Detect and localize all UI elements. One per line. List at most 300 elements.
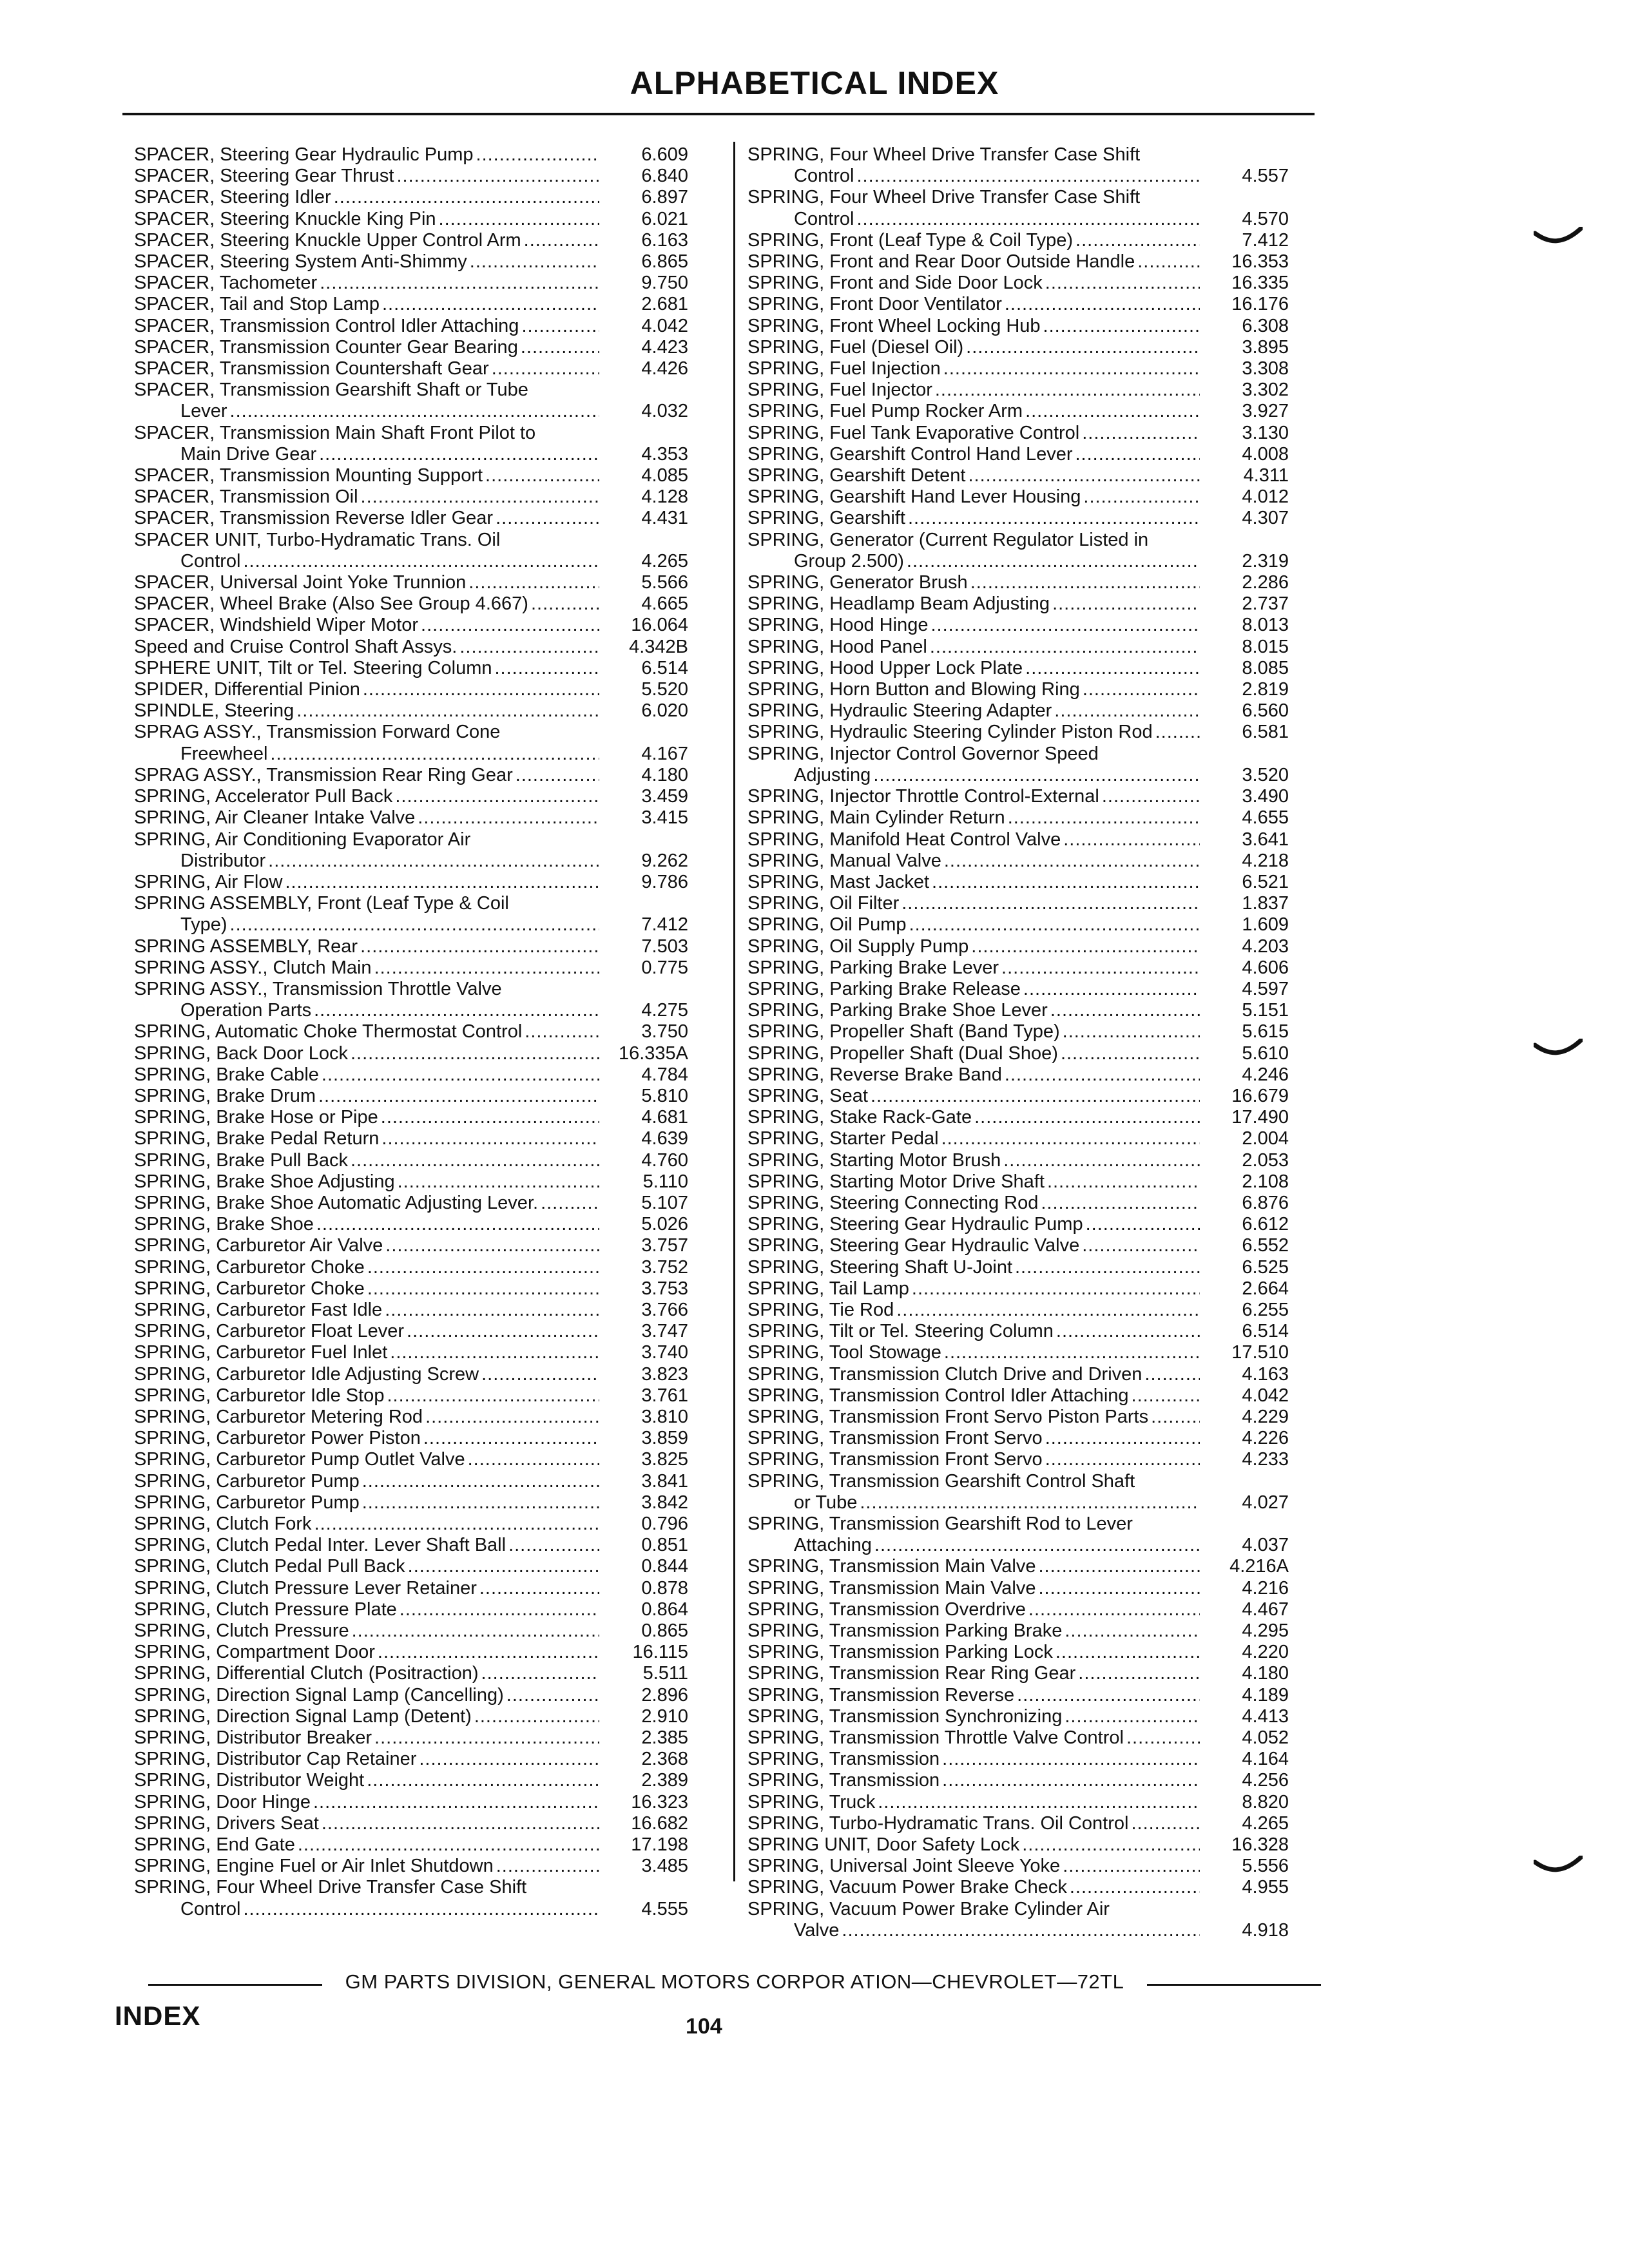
entry-description	[134, 316, 599, 337]
index-entry	[747, 914, 1289, 936]
page-number: 104	[686, 2014, 722, 2039]
entry-page-ref: 0.844	[641, 1556, 688, 1577]
entry-description	[747, 380, 1200, 401]
leader-dots	[873, 765, 1200, 786]
index-entry	[134, 380, 688, 422]
entry-description	[747, 572, 1200, 593]
leader-dots	[367, 1257, 599, 1278]
index-entry	[747, 850, 1289, 872]
entry-description-line: SPRING, Transmission Main Valve	[747, 1556, 1036, 1577]
index-entry	[134, 807, 688, 829]
entry-description-line: SPRING, Clutch Pressure Plate	[134, 1599, 397, 1620]
entry-description	[134, 209, 599, 230]
entry-description	[134, 1428, 599, 1449]
entry-description	[747, 700, 1200, 722]
leader-dots	[244, 551, 600, 572]
index-entry	[747, 807, 1289, 829]
entry-description-line: SPACER, Transmission Gearshift Shaft or Tube	[134, 380, 528, 401]
leader-dots	[495, 658, 600, 679]
entry-page-ref: 2.385	[641, 1727, 688, 1749]
index-entry	[747, 1792, 1289, 1813]
entry-description	[747, 1342, 1200, 1363]
leader-dots	[439, 209, 599, 230]
index-entry	[134, 530, 688, 572]
entry-page-ref: 6.865	[641, 251, 688, 273]
leader-dots	[1144, 1364, 1200, 1385]
leader-dots	[521, 316, 599, 337]
entry-description	[134, 423, 599, 465]
index-entry	[747, 1856, 1289, 1877]
leader-dots	[944, 1342, 1200, 1363]
leader-dots	[374, 1727, 599, 1749]
entry-description	[134, 1407, 599, 1428]
entry-description	[134, 1043, 599, 1064]
entry-description	[134, 1834, 599, 1856]
entry-description	[747, 1620, 1200, 1642]
leader-dots	[385, 1300, 599, 1321]
entry-description-line: SPRING, Fuel Injector	[747, 380, 932, 401]
entry-description-line: SPRING, Carburetor Choke	[134, 1256, 365, 1278]
index-entry	[747, 1235, 1289, 1256]
entry-description	[134, 722, 599, 764]
entry-page-ref: 6.514	[641, 657, 688, 678]
entry-page-ref: 3.308	[1242, 358, 1289, 380]
entry-page-ref: 4.426	[641, 358, 688, 380]
entry-description	[747, 1642, 1200, 1663]
entry-page-ref: 5.566	[641, 572, 688, 593]
entry-description-line: SPRING, Fuel Injection	[747, 358, 941, 380]
entry-description	[134, 1471, 599, 1492]
index-entry	[747, 1770, 1289, 1791]
leader-dots	[1078, 1663, 1200, 1684]
index-entry	[747, 1128, 1289, 1149]
entry-page-ref: 3.130	[1242, 422, 1289, 443]
leader-dots	[296, 700, 599, 722]
entry-description-continuation: Freewheel	[180, 743, 268, 764]
entry-description	[747, 936, 1200, 957]
index-entry	[747, 786, 1289, 807]
entry-description	[747, 807, 1200, 829]
entry-page-ref: 3.766	[641, 1299, 688, 1320]
entry-page-ref: 6.021	[641, 208, 688, 229]
index-entry	[747, 979, 1289, 1000]
entry-description-line: SPRING, Tail Lamp	[747, 1278, 909, 1299]
entry-description-line: SPRING, Hydraulic Steering Adapter	[747, 700, 1052, 722]
entry-page-ref: 4.431	[641, 508, 688, 529]
entry-description	[134, 658, 599, 679]
entry-description-line: SPRING, Tool Stowage	[747, 1342, 941, 1363]
entry-description-line: SPRING, Transmission	[747, 1770, 940, 1791]
entry-page-ref: 5.107	[641, 1192, 688, 1213]
leader-dots	[908, 508, 1200, 529]
entry-page-ref: 0.878	[641, 1577, 688, 1599]
leader-dots	[1005, 1064, 1200, 1086]
entry-page-ref: 3.761	[641, 1385, 688, 1406]
entry-description	[747, 444, 1200, 465]
index-entry	[747, 572, 1289, 593]
entry-description-line: SPINDLE, Steering	[134, 700, 294, 722]
entry-description-line: SPRING, Transmission Control Idler Attaching	[747, 1385, 1129, 1406]
index-column-right	[747, 144, 1289, 1941]
entry-description	[747, 530, 1200, 572]
entry-description	[134, 358, 599, 380]
entry-description-line: SPRING, Four Wheel Drive Transfer Case Shift	[747, 144, 1141, 165]
entry-page-ref: 4.246	[1242, 1064, 1289, 1085]
entry-page-ref: 3.810	[641, 1406, 688, 1427]
entry-description	[747, 1685, 1200, 1706]
index-entry	[747, 380, 1289, 401]
entry-page-ref: 4.256	[1242, 1770, 1289, 1791]
entry-description-line: SPRING, Differential Clutch (Positraction)	[134, 1663, 479, 1684]
entry-description	[134, 872, 599, 893]
entry-description	[134, 187, 599, 208]
entry-description-line: SPRING, Brake Shoe Adjusting	[134, 1171, 395, 1192]
entry-description	[134, 1578, 599, 1599]
entry-description-line: SPRING, Accelerator Pull Back	[134, 786, 393, 807]
index-entry	[134, 144, 688, 166]
entry-page-ref: 4.008	[1242, 443, 1289, 465]
entry-page-ref: 3.520	[1242, 764, 1289, 785]
entry-page-ref: 4.042	[641, 315, 688, 336]
entry-description	[747, 1021, 1200, 1043]
entry-page-ref: 4.265	[1242, 1812, 1289, 1834]
entry-description-line: SPRING, Horn Button and Blowing Ring	[747, 679, 1080, 700]
entry-description-continuation: Lever	[180, 401, 227, 422]
leader-dots	[944, 850, 1200, 872]
entry-description-line: SPRING, Starter Pedal	[747, 1128, 939, 1149]
entry-description-line: SPRING, Hood Panel	[747, 636, 927, 657]
entry-page-ref: 16.176	[1231, 294, 1289, 315]
entry-page-ref: 6.514	[1242, 1321, 1289, 1342]
entry-description-line: SPRING, Transmission	[747, 1749, 940, 1770]
leader-dots	[270, 744, 599, 765]
entry-description	[747, 1449, 1200, 1470]
entry-description	[747, 1899, 1200, 1941]
entry-page-ref: 4.606	[1242, 957, 1289, 978]
entry-page-ref: 3.823	[641, 1363, 688, 1385]
entry-description	[747, 423, 1200, 444]
entry-description-line: SPRING, Front Wheel Locking Hub	[747, 315, 1041, 336]
entry-description	[747, 337, 1200, 358]
index-entry	[134, 979, 688, 1021]
entry-page-ref: 4.307	[1242, 508, 1289, 529]
entry-page-ref: 1.609	[1242, 914, 1289, 936]
leader-dots	[1045, 1449, 1200, 1470]
entry-description-line: SPACER, Tail and Stop Lamp	[134, 294, 380, 315]
leader-dots	[425, 1407, 599, 1428]
entry-description-line: SPRING, Vacuum Power Brake Cylinder Air	[747, 1898, 1110, 1919]
entry-description	[747, 358, 1200, 380]
entry-description	[747, 1128, 1200, 1149]
index-entry	[747, 593, 1289, 615]
entry-description-line: SPACER, Steering System Anti-Shimmy	[134, 251, 467, 273]
entry-description-line: SPRING UNIT, Door Safety Lock	[747, 1834, 1020, 1856]
entry-description	[134, 486, 599, 508]
index-entry	[134, 337, 688, 358]
entry-description-line: SPRING, Transmission Reverse	[747, 1684, 1015, 1706]
entry-description-line: SPRING, Carburetor Idle Adjusting Screw	[134, 1363, 479, 1385]
index-entry	[134, 1428, 688, 1449]
leader-dots	[966, 337, 1200, 358]
entry-description-line: SPRING, Steering Gear Hydraulic Valve	[747, 1235, 1080, 1256]
entry-page-ref: 4.216A	[1229, 1556, 1289, 1577]
leader-dots	[319, 444, 599, 465]
entry-page-ref: 2.108	[1242, 1171, 1289, 1192]
entry-description-line: SPACER UNIT, Turbo-Hydramatic Trans. Oil	[134, 529, 501, 550]
entry-description	[134, 1364, 599, 1385]
entry-description	[747, 1193, 1200, 1214]
entry-description-line: SPRING, Parking Brake Shoe Lever	[747, 1000, 1048, 1021]
index-entry	[747, 722, 1289, 743]
entry-page-ref: 0.865	[641, 1620, 688, 1642]
entry-description-line: SPRING, Carburetor Choke	[134, 1278, 365, 1299]
leader-dots	[878, 1792, 1200, 1813]
index-entry	[134, 1770, 688, 1791]
entry-page-ref: 5.026	[641, 1214, 688, 1235]
entry-page-ref: 2.681	[641, 294, 688, 315]
leader-dots	[378, 1642, 599, 1663]
entry-page-ref: 6.020	[641, 700, 688, 722]
leader-dots	[1137, 251, 1200, 273]
leader-dots	[1082, 1235, 1200, 1256]
entry-description-line: SPRING, Steering Shaft U-Joint	[747, 1256, 1012, 1278]
entry-description-line: SPRING, Generator Brush	[747, 572, 968, 593]
index-entry	[134, 1021, 688, 1043]
leader-dots	[268, 850, 599, 872]
entry-description	[747, 401, 1200, 422]
index-column-left	[134, 144, 688, 1920]
entry-description	[134, 1877, 599, 1919]
entry-description	[747, 957, 1200, 979]
index-entry	[747, 1471, 1289, 1514]
leader-dots	[943, 358, 1200, 380]
entry-description-line: SPRING, Truck	[747, 1791, 876, 1812]
entry-page-ref: 4.052	[1242, 1727, 1289, 1749]
entry-page-ref: 16.335	[1231, 273, 1289, 294]
entry-description	[134, 1128, 599, 1149]
entry-description	[747, 1107, 1200, 1128]
leader-dots	[421, 615, 599, 636]
entry-page-ref: 2.819	[1242, 679, 1289, 700]
index-entry	[747, 1620, 1289, 1642]
index-entry	[134, 1064, 688, 1086]
entry-page-ref: 4.639	[641, 1128, 688, 1149]
index-entry	[747, 1257, 1289, 1278]
index-entry	[134, 1578, 688, 1599]
entry-description-line: SPRING, Transmission Synchronizing	[747, 1706, 1063, 1727]
entry-page-ref: 4.955	[1242, 1877, 1289, 1898]
index-entry	[747, 1877, 1289, 1898]
index-entry	[747, 1107, 1289, 1128]
leader-dots	[468, 572, 599, 593]
footer-rule-right	[1147, 1984, 1321, 1986]
entry-description-line: SPRING, Universal Joint Sleeve Yoke	[747, 1856, 1061, 1877]
entry-page-ref: 16.335A	[618, 1043, 688, 1064]
entry-description	[747, 1706, 1200, 1727]
entry-page-ref: 0.775	[641, 957, 688, 978]
entry-description-line: SPRING, Transmission Gearshift Control Shaft	[747, 1470, 1135, 1492]
entry-description-line: SPRING, Transmission Main Valve	[747, 1577, 1036, 1599]
index-entry	[134, 1150, 688, 1171]
leader-dots	[468, 1449, 599, 1470]
leader-dots	[506, 1685, 599, 1706]
leader-dots	[525, 1021, 599, 1043]
index-entry	[134, 1834, 688, 1856]
leader-dots	[1054, 700, 1200, 722]
entry-description-line: SPACER, Wheel Brake (Also See Group 4.667)	[134, 593, 528, 615]
entry-description	[747, 1171, 1200, 1193]
index-entry	[747, 1642, 1289, 1663]
entry-page-ref: 2.004	[1242, 1128, 1289, 1149]
entry-page-ref: 17.490	[1231, 1107, 1289, 1128]
entry-page-ref: 7.412	[641, 914, 688, 936]
entry-page-ref: 9.786	[641, 871, 688, 892]
index-entry	[134, 637, 688, 658]
leader-dots	[1082, 423, 1200, 444]
entry-description-line: SPACER, Tachometer	[134, 273, 318, 294]
entry-description-line: SPRING, Manifold Heat Control Valve	[747, 829, 1061, 850]
leader-dots	[230, 401, 599, 422]
index-entry	[134, 1535, 688, 1556]
entry-description	[134, 1385, 599, 1407]
leader-dots	[842, 1920, 1200, 1941]
index-entry	[134, 572, 688, 593]
leader-dots	[367, 1278, 599, 1300]
leader-dots	[352, 1620, 599, 1642]
entry-description-line: SPRING, Carburetor Air Valve	[134, 1235, 383, 1256]
index-entry	[747, 1407, 1289, 1428]
entry-description	[747, 829, 1200, 850]
entry-description	[134, 1171, 599, 1193]
entry-description-line: SPRING, Carburetor Power Piston	[134, 1428, 421, 1449]
entry-description	[134, 1770, 599, 1791]
entry-description-line: SPRING, Carburetor Pump Outlet Valve	[134, 1449, 465, 1470]
leader-dots	[860, 1492, 1200, 1514]
entry-description-line: SPRING, Brake Pull Back	[134, 1149, 348, 1171]
index-entry	[747, 679, 1289, 700]
index-entry	[134, 1449, 688, 1470]
entry-description-line: SPRING, Clutch Fork	[134, 1514, 312, 1534]
index-entry	[747, 1321, 1289, 1342]
leader-dots	[1155, 722, 1200, 743]
entry-description-line: SPACER, Steering Idler	[134, 187, 331, 208]
leader-dots	[874, 1535, 1200, 1556]
index-entry	[134, 1278, 688, 1300]
entry-description-continuation: Valve	[794, 1919, 840, 1941]
entry-description-line: SPRING, Distributor Weight	[134, 1770, 365, 1791]
leader-dots	[1063, 1856, 1200, 1877]
index-entry	[134, 1685, 688, 1706]
margin-check-mark	[1534, 227, 1583, 250]
index-entry	[134, 658, 688, 679]
title-rule	[122, 113, 1315, 115]
entry-description-line: SPRING, Starting Motor Brush	[747, 1149, 1001, 1171]
entry-description	[134, 1193, 599, 1214]
leader-dots	[485, 465, 599, 486]
entry-description	[747, 1385, 1200, 1407]
index-entry	[747, 1150, 1289, 1171]
entry-description-continuation: Operation Parts	[180, 1000, 312, 1021]
entry-description-line: SPRING, Tie Rod	[747, 1299, 894, 1320]
entry-page-ref: 4.311	[1243, 465, 1289, 486]
index-entry	[134, 486, 688, 508]
index-entry	[134, 1300, 688, 1321]
index-entry	[134, 1107, 688, 1128]
entry-description-line: SPACER, Steering Knuckle Upper Control Arm	[134, 229, 521, 251]
leader-dots	[1086, 1214, 1200, 1235]
leader-dots	[385, 1235, 599, 1256]
index-entry	[134, 1556, 688, 1577]
entry-description-line: SPRING, Brake Hose or Pipe	[134, 1107, 378, 1128]
leader-dots	[318, 1086, 599, 1107]
entry-page-ref: 5.615	[1242, 1021, 1289, 1043]
leader-dots	[230, 914, 599, 936]
entry-page-ref: 2.368	[641, 1749, 688, 1770]
index-entry	[134, 786, 688, 807]
entry-description-continuation: Adjusting	[794, 764, 871, 785]
leader-dots	[244, 1899, 600, 1920]
entry-description-line: SPRING, Injector Control Governor Speed	[747, 743, 1099, 764]
index-entry	[747, 1000, 1289, 1021]
entry-description-line: SPACER, Transmission Main Shaft Front Pilot to	[134, 422, 536, 443]
entry-page-ref: 4.167	[641, 743, 688, 764]
entry-page-ref: 3.740	[641, 1342, 688, 1363]
entry-page-ref: 3.752	[641, 1256, 688, 1278]
entry-page-ref: 16.682	[631, 1812, 688, 1834]
entry-description	[747, 1407, 1200, 1428]
index-entry	[747, 444, 1289, 465]
entry-description-line: SPRING, Turbo-Hydramatic Trans. Oil Control	[747, 1812, 1129, 1834]
entry-description	[747, 1043, 1200, 1064]
entry-description-line: SPRING ASSY., Clutch Main	[134, 957, 372, 978]
index-entry	[134, 1792, 688, 1813]
entry-page-ref: 4.570	[1242, 208, 1289, 229]
entry-description-line: SPRING, Transmission Front Servo	[747, 1428, 1043, 1449]
entry-page-ref: 4.216	[1242, 1577, 1289, 1599]
leader-dots	[942, 1749, 1200, 1770]
entry-description-line: SPRING, Hydraulic Steering Cylinder Piston Rod	[747, 722, 1153, 743]
leader-dots	[1151, 1407, 1200, 1428]
entry-description	[134, 1813, 599, 1834]
entry-description	[747, 1214, 1200, 1235]
leader-dots	[1039, 1556, 1200, 1577]
leader-dots	[1052, 593, 1200, 615]
entry-page-ref: 16.679	[1231, 1085, 1289, 1106]
entry-description	[747, 251, 1200, 273]
index-entry	[134, 465, 688, 486]
leader-dots	[971, 936, 1200, 957]
entry-page-ref: 6.525	[1242, 1256, 1289, 1278]
entry-description	[747, 1471, 1200, 1514]
entry-description	[747, 1235, 1200, 1256]
leader-dots	[313, 1792, 599, 1813]
entry-description	[747, 465, 1200, 486]
entry-description	[134, 251, 599, 273]
index-entry	[134, 765, 688, 786]
entry-page-ref: 4.164	[1242, 1749, 1289, 1770]
index-entry	[134, 1877, 688, 1919]
entry-description-continuation: Control	[180, 1898, 241, 1919]
entry-description-line: SPRING, Distributor Breaker	[134, 1727, 372, 1749]
index-entry	[134, 358, 688, 380]
index-entry	[134, 423, 688, 465]
entry-description	[747, 914, 1200, 936]
index-entry	[747, 401, 1289, 422]
entry-description	[747, 1300, 1200, 1321]
leader-dots	[316, 1214, 599, 1235]
index-entry	[134, 1856, 688, 1877]
entry-page-ref: 9.750	[641, 273, 688, 294]
